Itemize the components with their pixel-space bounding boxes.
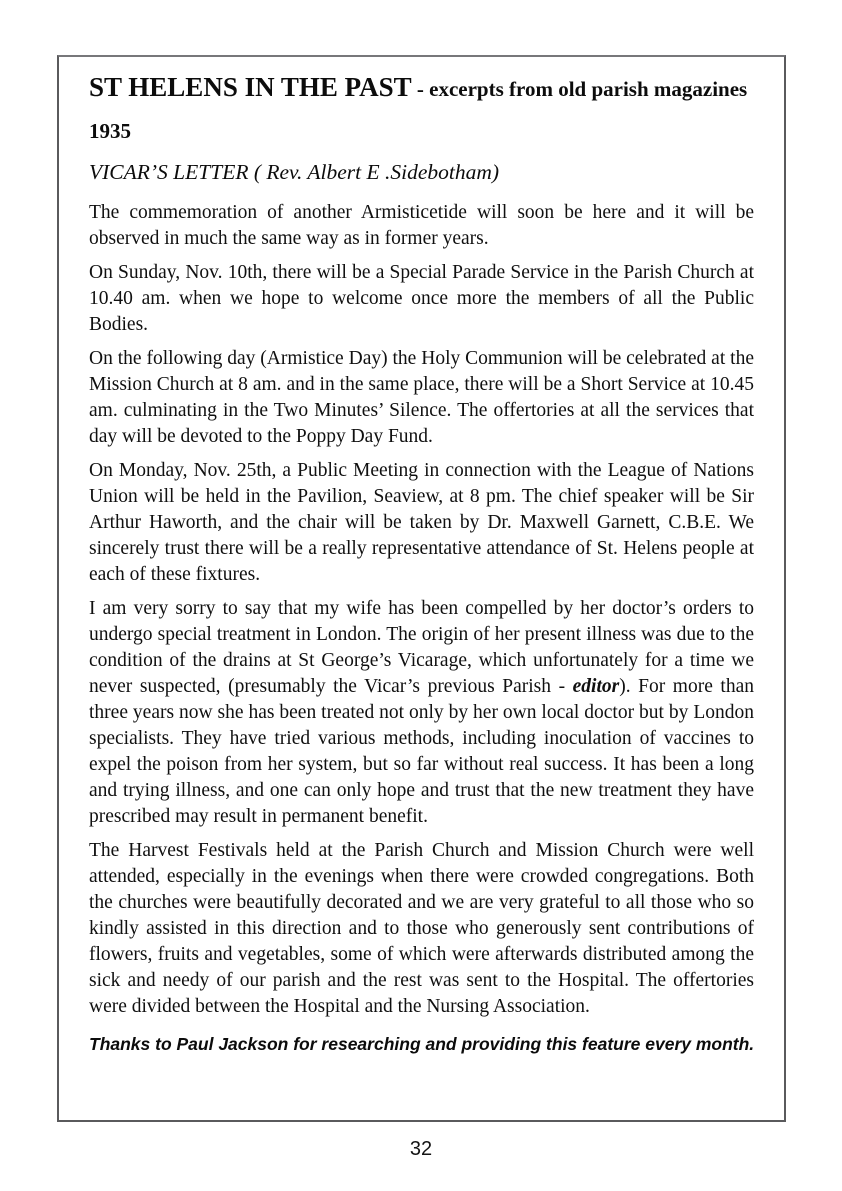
paragraph-public-meeting: On Monday, Nov. 25th, a Public Meeting in connection with the League of Nations Union will be held in the Pavilion, Seaview, at 8 pm. The chief speaker will be Sir Arthur Haworth, and the chair will be taken by Dr. Maxwell Garnett, C.B.E. We sincerely trust there will be a really representative attendance of St. Helens people at each of these fixtures. <box>89 460 754 586</box>
vicars-letter-heading: VICAR’S LETTER ( Rev. Albert E .Sidebotham) <box>89 160 500 185</box>
paragraph-vicars-wife-text-before: I am very sorry to say that my wife has been compelled by her doctor’s orders to undergo special treatment in London. The origin of her present illness was due to the condition of the drains at St George’s Vicarage, which unfortunately for a time we never suspected, (presumably the Vicar’s previous Parish - <box>89 598 754 698</box>
paragraph-parade-service: On Sunday, Nov. 10th, there will be a Special Parade Service in the Parish Church at 10.40 am. when we hope to welcome once more the members of all the Public Bodies. <box>89 262 754 336</box>
paragraph-vicars-wife <box>89 596 754 830</box>
paragraph-vicars-wife-text-after: ). For more than three years now she has been treated not only by her own local doctor but by London specialists. They have tried various methods, including inoculation of vaccines to expel the poison from her system, but so far without real success. It has been a long and trying illness, and one can only hope and trust that the new treatment they have prescribed may result in permanent benefit. <box>89 676 754 828</box>
footer-credit-line: Thanks to Paul Jackson for researching and providing this feature every month. <box>89 1034 755 1055</box>
year-heading: 1935 <box>89 119 131 144</box>
paragraph-armisticetide: The commemoration of another Armisticetide will soon be here and it will be observed in much the same way as in former years. <box>89 202 754 250</box>
article-title-subtitle: - excerpts from old parish magazines <box>411 77 748 101</box>
page-number: 32 <box>409 1138 433 1160</box>
article-title <box>89 68 754 103</box>
article-title-main: ST HELENS IN THE PAST <box>89 72 412 102</box>
article-border-box <box>57 55 786 1122</box>
paragraph-harvest-festivals: The Harvest Festivals held at the Parish Church and Mission Church were well attended, especially in the evenings when there were crowded congregations. Both the churches were beautifully decorated and we are very grateful to all those who so kindly assisted in this direction and to those who generously sent contributions of flowers, fruits and vegetables, some of which were afterwards distributed among the sick and needy of our parish and the rest was sent to the Hospital. The offertories were divided between the Hospital and the Nursing Association. <box>89 840 754 1018</box>
paragraph-armistice-day: On the following day (Armistice Day) the Holy Communion will be celebrated at the Mission Church at 8 am. and in the same place, there will be a Short Service at 10.45 am. culminating in the Two Minutes’ Silence. The offertories at all the services that day will be devoted to the Poppy Day Fund. <box>89 348 754 448</box>
editor-note: editor <box>572 676 620 698</box>
